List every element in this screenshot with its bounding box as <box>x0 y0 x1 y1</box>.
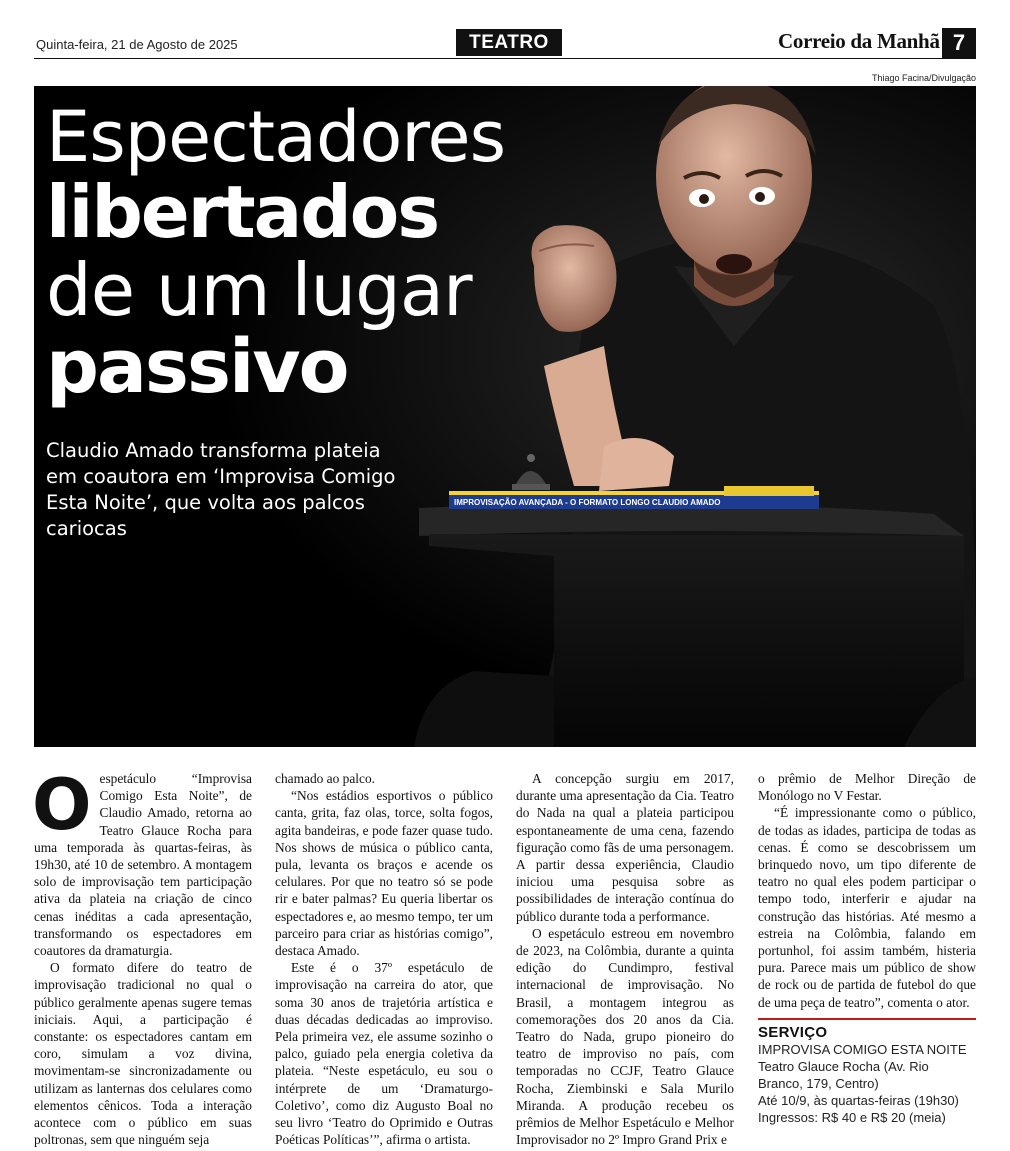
headline-line-4: passivo <box>46 324 348 410</box>
section-label: TEATRO <box>456 29 562 56</box>
service-venue: Teatro Glauce Rocha (Av. Rio Branco, 179, Centro) <box>758 1059 929 1091</box>
paragraph: O espetáculo estreou em novembro de 2023, na Colômbia, durante a quinta edição do Cundimpro, festival internacional de improvisação. No Brasil, a montagem integrou as comemorações dos 20 anos da Cia. Teatro do Nada, grupo pioneiro do teatro de improviso no país, com temporadas no CCJF, Teatro Glauce Rocha, Ziembinski e Sala Murilo Miranda. A produção recebeu os prêmios de Melhor Espetáculo e Melhor Improvisador no 2º Impro Grand Prix e <box>516 925 734 1148</box>
paragraph: espetáculo “Improvisa Comigo Esta Noite”, de Claudio Amado, retorna ao Teatro Glauce Rocha para uma temporada às quartas-feiras, às 19h30, até 10 de setembro. A montagem solo de improvisação tem participação ativa da plateia na criação de cinco cenas inéditas a cada apresentação, transformando os espectadores em coautores da dramaturgia. <box>34 771 252 959</box>
paragraph: Este é o 37º espetáculo de improvisação na carreira do ator, que soma 30 anos de trajetória artística e duas décadas dedicadas ao improviso. Pela primeira vez, ele assume sozinho o palco, guiado pela energia coletiva da plateia. “Neste espetáculo, eu sou o intérprete de um ‘Dramaturgo-Coletivo’, como diz Augusto Boal no seu livro ‘Teatro do Oprimido e Outras Poéticas Políticas’”, afirma o artista. <box>275 960 493 1148</box>
subheadline: Claudio Amado transforma plateia em coautora em ‘Improvisa Comigo Esta Noite’, que volta aos palcos cariocas <box>46 439 396 540</box>
headline <box>46 96 506 410</box>
hero-photo <box>34 86 976 747</box>
headline-line-1: Espectadores <box>46 96 506 178</box>
paragraph: A concepção surgiu em 2017, durante uma apresentação da Cia. Teatro do Nada na qual a plateia participou espontaneamente de uma cena, fazendo figuração como fãs de uma personagem. A partir dessa experiência, Claudio iniciou uma pesquisa sobre as possibilidades de interação contínua do público durante toda a performance. <box>516 771 734 924</box>
paragraph: “Nos estádios esportivos o público canta, grita, faz olas, torce, solta fogos, agita bandeiras, e pode fazer quase tudo. Nos shows de música o público canta, pula, levanta os braços e acende os celulares. Por que no teatro só se pode rir e bater palmas? Eu queria libertar os espectadores e, ao mesmo tempo, ter um parceiro para criar as histórias comigo”, destaca Amado. <box>275 788 493 959</box>
service-show: IMPROVISA COMIGO ESTA NOITE <box>758 1042 967 1057</box>
article-column-2 <box>275 770 493 1148</box>
service-dates: Até 10/9, às quartas-feiras (19h30) <box>758 1093 959 1108</box>
headline-line-3: de um lugar <box>46 248 472 332</box>
photo-credit: Thiago Facina/Divulgação <box>871 73 976 83</box>
headline-line-2: libertados <box>46 170 439 254</box>
paragraph: o prêmio de Melhor Direção de Monólogo no V Festar. <box>758 771 976 804</box>
paragraph: chamado ao palco. <box>275 771 376 786</box>
service-tickets: Ingressos: R$ 40 e R$ 20 (meia) <box>758 1110 946 1125</box>
paragraph: O formato difere do teatro de improvisação tradicional no qual o público geralmente apenas sugere temas iniciais. Aqui, a participação é constante: os espectadores cantam em coro, simulam a voz divina, movimentam-se sincronizadamente ou utilizam as lanternas dos celulares como elementos cênicos. Toda a interação acontece com o público em suas poltronas, sem que ninguém seja <box>34 960 252 1148</box>
service-title: SERVIÇO <box>758 1024 828 1041</box>
article-column-3 <box>516 770 734 1148</box>
header-rule <box>34 58 976 59</box>
article-column-4 <box>758 770 976 1011</box>
book-spine-text: IMPROVISAÇÃO AVANÇADA - O FORMATO LONGO CLAUDIO AMADO <box>454 498 721 507</box>
newspaper-name: Correio da Manhã <box>778 29 940 53</box>
paragraph: “É impressionante como o público, de todas as idades, participa de todas as cenas. É como se descobrissem um brinquedo novo, um tipo diferente de teatro no qual eles podem participar o tempo todo, interferir e ajudar na construção das histórias. Até mesmo a estreia na Colômbia, falando em portunhol, foi assim também, histeria pura. Parece mais um público de show de rock ou de partida de futebol do que de uma peça de teatro”, comenta o ator. <box>758 805 976 1010</box>
service-box <box>758 1018 976 1126</box>
drop-cap: O <box>32 764 92 846</box>
issue-date: Quinta-feira, 21 de Agosto de 2025 <box>36 37 238 52</box>
article-column-1 <box>32 764 252 1148</box>
page-number: 7 <box>942 28 976 58</box>
